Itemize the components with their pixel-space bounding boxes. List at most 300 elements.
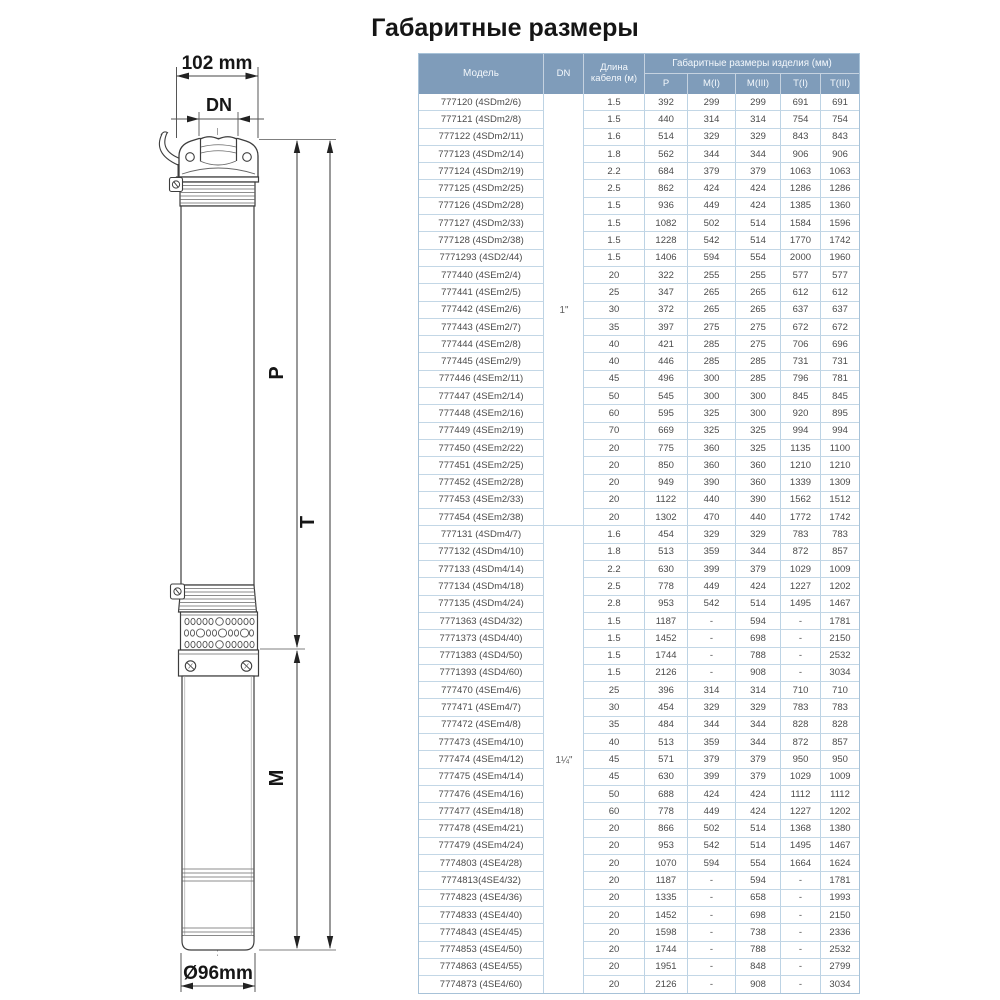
- cell-model: 777473 (4SEm4/10): [419, 734, 544, 751]
- table-rows: [419, 94, 859, 993]
- cell-m1: 360: [688, 457, 736, 474]
- cell-t3: 2150: [821, 630, 859, 647]
- cell-t3: 783: [821, 526, 859, 543]
- table-row: [419, 492, 859, 509]
- cell-cable-length: 45: [584, 371, 645, 388]
- table-row: [419, 94, 859, 111]
- dim-label-p: P: [266, 366, 288, 380]
- cell-t1: 577: [781, 267, 821, 284]
- cell-t1: 783: [781, 699, 821, 716]
- cell-t3: 1742: [821, 232, 859, 249]
- cell-t1: -: [781, 630, 821, 647]
- cell-model: 777447 (4SEm2/14): [419, 388, 544, 405]
- cell-t3: 1063: [821, 163, 859, 180]
- cell-p: 1744: [645, 648, 688, 665]
- cell-m1: 329: [688, 526, 736, 543]
- cell-dn-spacer: [544, 717, 584, 734]
- cell-dn-spacer: [544, 319, 584, 336]
- table-row: [419, 250, 859, 267]
- cell-m3: 265: [736, 302, 781, 319]
- cell-cable-length: 20: [584, 492, 645, 509]
- cell-p: 1122: [645, 492, 688, 509]
- cell-dn-spacer: [544, 492, 584, 509]
- cell-t3: 857: [821, 544, 859, 561]
- cell-dn-spacer: [544, 371, 584, 388]
- cell-t3: 843: [821, 129, 859, 146]
- cell-m1: -: [688, 613, 736, 630]
- cell-t1: 731: [781, 353, 821, 370]
- table-row: [419, 180, 859, 197]
- table-row: [419, 838, 859, 855]
- cell-m3: 738: [736, 924, 781, 941]
- cell-m1: 344: [688, 717, 736, 734]
- table-row: [419, 302, 859, 319]
- cell-dn-spacer: [544, 284, 584, 301]
- cell-t1: 845: [781, 388, 821, 405]
- cell-cable-length: 25: [584, 284, 645, 301]
- cell-m1: 379: [688, 751, 736, 768]
- table-row: [419, 215, 859, 232]
- cell-m1: -: [688, 959, 736, 976]
- cell-p: 1406: [645, 250, 688, 267]
- cell-t3: 2799: [821, 959, 859, 976]
- table-row: [419, 682, 859, 699]
- cell-t1: 691: [781, 94, 821, 111]
- cell-m3: 299: [736, 94, 781, 111]
- cell-t3: 1360: [821, 198, 859, 215]
- cell-m1: -: [688, 872, 736, 889]
- cell-m3: 379: [736, 751, 781, 768]
- cell-dn-spacer: [544, 561, 584, 578]
- cell-model: 777441 (4SEm2/5): [419, 284, 544, 301]
- cell-t1: 872: [781, 734, 821, 751]
- cell-t1: -: [781, 976, 821, 993]
- cell-t1: 783: [781, 526, 821, 543]
- cell-m1: 300: [688, 388, 736, 405]
- cell-m3: 344: [736, 146, 781, 163]
- cell-t3: 2532: [821, 942, 859, 959]
- cell-model: 777449 (4SEm2/19): [419, 423, 544, 440]
- cell-cable-length: 20: [584, 976, 645, 993]
- cell-cable-length: 45: [584, 769, 645, 786]
- cell-cable-length: 1.5: [584, 198, 645, 215]
- cell-t3: 577: [821, 267, 859, 284]
- dn-group-label: 1": [559, 304, 569, 316]
- cell-m3: 788: [736, 942, 781, 959]
- cell-t3: 1210: [821, 457, 859, 474]
- cell-dn-spacer: [544, 267, 584, 284]
- cell-p: 669: [645, 423, 688, 440]
- cell-model: 777122 (4SDm2/11): [419, 129, 544, 146]
- cell-p: 1187: [645, 872, 688, 889]
- cell-m1: 594: [688, 855, 736, 872]
- cell-t3: 1009: [821, 561, 859, 578]
- cell-t3: 1112: [821, 786, 859, 803]
- cell-t3: 1309: [821, 475, 859, 492]
- cell-p: 1228: [645, 232, 688, 249]
- cell-p: 1187: [645, 613, 688, 630]
- cell-dn-spacer: [544, 890, 584, 907]
- page-title: Габаритные размеры: [371, 14, 639, 42]
- table-row: [419, 163, 859, 180]
- pump-drawing: [100, 30, 400, 1000]
- cell-m1: 329: [688, 129, 736, 146]
- table-row: [419, 872, 859, 889]
- cell-t1: 2000: [781, 250, 821, 267]
- cell-cable-length: 20: [584, 855, 645, 872]
- cell-dn-spacer: [544, 457, 584, 474]
- cell-m1: 265: [688, 302, 736, 319]
- cell-m3: 360: [736, 475, 781, 492]
- cell-dn-spacer: [544, 734, 584, 751]
- table-row: [419, 734, 859, 751]
- cell-m1: -: [688, 665, 736, 682]
- cell-p: 1082: [645, 215, 688, 232]
- cell-m3: 440: [736, 509, 781, 526]
- table-row: [419, 509, 859, 526]
- cell-t1: 672: [781, 319, 821, 336]
- table-row: [419, 855, 859, 872]
- cell-cable-length: 20: [584, 959, 645, 976]
- table-row: [419, 751, 859, 768]
- cell-dn-spacer: [544, 803, 584, 820]
- cell-cable-length: 45: [584, 751, 645, 768]
- cell-m1: 299: [688, 94, 736, 111]
- cell-p: 595: [645, 405, 688, 422]
- arrow-left-icon: [238, 116, 250, 123]
- table-row: [419, 769, 859, 786]
- cell-p: 454: [645, 699, 688, 716]
- cell-p: 949: [645, 475, 688, 492]
- cell-dn-spacer: [544, 786, 584, 803]
- col-header-m3: M(III): [736, 74, 781, 94]
- cell-t1: 1385: [781, 198, 821, 215]
- table-row: [419, 578, 859, 595]
- cell-cable-length: 20: [584, 457, 645, 474]
- cell-p: 936: [645, 198, 688, 215]
- cell-t3: 1781: [821, 872, 859, 889]
- table-row: [419, 198, 859, 215]
- cell-cable-length: 20: [584, 509, 645, 526]
- cell-t3: 1742: [821, 509, 859, 526]
- cell-m1: 359: [688, 544, 736, 561]
- table-row: [419, 630, 859, 647]
- cell-model: 777478 (4SEm4/21): [419, 820, 544, 837]
- cell-dn-spacer: [544, 682, 584, 699]
- cell-model: 7774833 (4SE4/40): [419, 907, 544, 924]
- cell-p: 778: [645, 803, 688, 820]
- cell-p: 2126: [645, 976, 688, 993]
- table-row: [419, 561, 859, 578]
- cell-t1: -: [781, 959, 821, 976]
- col-header-dimensions-group: Габаритные размеры изделия (мм): [645, 54, 859, 74]
- cell-t1: 1368: [781, 820, 821, 837]
- cell-t1: -: [781, 942, 821, 959]
- cell-m1: 325: [688, 423, 736, 440]
- cell-t1: 872: [781, 544, 821, 561]
- cell-t3: 1624: [821, 855, 859, 872]
- cell-model: 777445 (4SEm2/9): [419, 353, 544, 370]
- cell-model: 777125 (4SDm2/25): [419, 180, 544, 197]
- table-row: [419, 267, 859, 284]
- cell-m3: 379: [736, 163, 781, 180]
- table-row: [419, 336, 859, 353]
- cell-m3: 514: [736, 820, 781, 837]
- cell-m1: 449: [688, 578, 736, 595]
- dim-m: [294, 650, 300, 949]
- cell-cable-length: 2.5: [584, 578, 645, 595]
- cell-m1: 325: [688, 405, 736, 422]
- cell-p: 1302: [645, 509, 688, 526]
- dn-group-label: 1¼": [555, 754, 573, 766]
- cell-model: 777472 (4SEm4/8): [419, 717, 544, 734]
- table-row: [419, 613, 859, 630]
- dim-label-t: T: [297, 515, 319, 529]
- cell-t1: 1770: [781, 232, 821, 249]
- cell-p: 513: [645, 544, 688, 561]
- cell-m1: 502: [688, 820, 736, 837]
- cell-t3: 2532: [821, 648, 859, 665]
- cell-model: 777477 (4SEm4/18): [419, 803, 544, 820]
- cell-cable-length: 20: [584, 820, 645, 837]
- cell-cable-length: 1.5: [584, 630, 645, 647]
- cell-p: 484: [645, 717, 688, 734]
- cell-t1: 754: [781, 111, 821, 128]
- cell-model: 777124 (4SDm2/19): [419, 163, 544, 180]
- cell-cable-length: 20: [584, 475, 645, 492]
- cell-t3: 691: [821, 94, 859, 111]
- cell-p: 513: [645, 734, 688, 751]
- cell-model: 777443 (4SEm2/7): [419, 319, 544, 336]
- cell-cable-length: 1.5: [584, 94, 645, 111]
- cell-m1: 542: [688, 596, 736, 613]
- cell-t3: 1467: [821, 838, 859, 855]
- cell-model: 7774863 (4SE4/55): [419, 959, 544, 976]
- cell-t3: 906: [821, 146, 859, 163]
- cell-m1: 594: [688, 250, 736, 267]
- cell-cable-length: 2.2: [584, 561, 645, 578]
- cell-m3: 698: [736, 907, 781, 924]
- cell-t1: 1286: [781, 180, 821, 197]
- table-row: [419, 457, 859, 474]
- cell-m3: 424: [736, 803, 781, 820]
- cell-t3: 1993: [821, 890, 859, 907]
- cell-p: 630: [645, 561, 688, 578]
- cell-m3: 314: [736, 111, 781, 128]
- cell-p: 562: [645, 146, 688, 163]
- cell-m3: 285: [736, 353, 781, 370]
- cell-dn-spacer: [544, 163, 584, 180]
- cell-m3: 379: [736, 769, 781, 786]
- cell-m1: 314: [688, 111, 736, 128]
- cell-p: 396: [645, 682, 688, 699]
- cell-model: 777470 (4SEm4/6): [419, 682, 544, 699]
- cell-m3: 329: [736, 526, 781, 543]
- cell-cable-length: 1.6: [584, 129, 645, 146]
- table-row: [419, 146, 859, 163]
- cell-dn-spacer: [544, 129, 584, 146]
- cell-p: 688: [645, 786, 688, 803]
- cell-m1: -: [688, 924, 736, 941]
- cell-m3: 554: [736, 250, 781, 267]
- table-row: [419, 820, 859, 837]
- cell-m1: 300: [688, 371, 736, 388]
- cell-m1: 502: [688, 215, 736, 232]
- cell-m1: 399: [688, 769, 736, 786]
- cell-p: 392: [645, 94, 688, 111]
- table-row: [419, 924, 859, 941]
- cell-cable-length: 40: [584, 353, 645, 370]
- cell-m1: 449: [688, 803, 736, 820]
- cell-t3: 895: [821, 405, 859, 422]
- cell-cable-length: 30: [584, 699, 645, 716]
- cell-t1: 1584: [781, 215, 821, 232]
- col-header-p: P: [645, 74, 688, 94]
- cell-m1: 344: [688, 146, 736, 163]
- cell-t1: 1135: [781, 440, 821, 457]
- cell-cable-length: 20: [584, 907, 645, 924]
- cell-m1: 542: [688, 232, 736, 249]
- cell-m3: 275: [736, 336, 781, 353]
- cell-p: 1951: [645, 959, 688, 976]
- cell-cable-length: 40: [584, 336, 645, 353]
- cell-p: 850: [645, 457, 688, 474]
- cell-p: 1070: [645, 855, 688, 872]
- cell-p: 372: [645, 302, 688, 319]
- cell-cable-length: 20: [584, 872, 645, 889]
- cell-t1: 1495: [781, 596, 821, 613]
- cell-p: 1452: [645, 907, 688, 924]
- cell-m3: 329: [736, 699, 781, 716]
- cell-m3: 300: [736, 388, 781, 405]
- cell-dn-spacer: [544, 820, 584, 837]
- cell-t1: 1029: [781, 769, 821, 786]
- cell-m1: 314: [688, 682, 736, 699]
- cell-m3: 285: [736, 371, 781, 388]
- cell-cable-length: 35: [584, 319, 645, 336]
- cell-t3: 3034: [829, 979, 851, 991]
- table-row: [419, 976, 859, 993]
- cell-model: 7771393 (4SD4/60): [419, 665, 544, 682]
- cell-t1: -: [781, 613, 821, 630]
- cell-t3: 1009: [821, 769, 859, 786]
- cell-dn-spacer: [544, 509, 584, 526]
- cell-model: 777475 (4SEm4/14): [419, 769, 544, 786]
- cell-t1: 1664: [781, 855, 821, 872]
- table-row: [419, 405, 859, 422]
- col-header-t1: T(I): [781, 74, 821, 94]
- cell-t1: 950: [781, 751, 821, 768]
- cell-cable-length: 60: [584, 405, 645, 422]
- cell-dn-spacer: [544, 526, 584, 543]
- cell-model: 777128 (4SDm2/38): [419, 232, 544, 249]
- cell-dn-spacer: [544, 111, 584, 128]
- cell-dn-spacer: [544, 959, 584, 976]
- table-row: [419, 959, 859, 976]
- dim-t: [327, 140, 333, 949]
- cell-model: 777448 (4SEm2/16): [419, 405, 544, 422]
- cell-m1: 390: [688, 475, 736, 492]
- dim-p: [294, 140, 300, 648]
- cell-dn-spacer: [544, 578, 584, 595]
- cell-m3: 424: [736, 180, 781, 197]
- cell-dn-spacer: [544, 353, 584, 370]
- cell-m3: 265: [736, 284, 781, 301]
- cell-t1: 1339: [781, 475, 821, 492]
- cell-model: 777120 (4SDm2/6): [419, 94, 544, 111]
- cell-dn-spacer: [544, 388, 584, 405]
- dim-label-96mm: Ø96mm: [183, 963, 253, 984]
- table-body: [419, 94, 859, 993]
- cell-cable-length: 20: [584, 924, 645, 941]
- cell-dn-spacer: [544, 146, 584, 163]
- table-header: [419, 54, 859, 94]
- cell-p: 630: [645, 769, 688, 786]
- cell-m3: 329: [736, 129, 781, 146]
- cell-m3: 908: [736, 976, 781, 993]
- cell-m3: 788: [736, 648, 781, 665]
- cell-m3: 379: [736, 561, 781, 578]
- cell-cable-length: 20: [584, 890, 645, 907]
- table-row: [419, 423, 859, 440]
- cell-cable-length: 50: [584, 388, 645, 405]
- cell-cable-length: 20: [584, 942, 645, 959]
- table-row: [419, 665, 859, 682]
- cell-m1: -: [688, 907, 736, 924]
- cell-t1: 843: [781, 129, 821, 146]
- cell-t1: 796: [781, 371, 821, 388]
- cell-cable-length: 1.5: [584, 665, 645, 682]
- cell-t1: 1112: [781, 786, 821, 803]
- cell-cable-length: 30: [584, 302, 645, 319]
- cell-t3: 857: [821, 734, 859, 751]
- cell-p: 1598: [645, 924, 688, 941]
- cell-cable-length: 25: [584, 682, 645, 699]
- cell-cable-length: 20: [584, 267, 645, 284]
- cell-p: 496: [645, 371, 688, 388]
- cell-m1: 275: [688, 319, 736, 336]
- cell-t3: 2336: [821, 924, 859, 941]
- cell-p: 778: [645, 578, 688, 595]
- cell-t3: 612: [821, 284, 859, 301]
- cell-m1: 329: [688, 699, 736, 716]
- cell-t3: 1202: [821, 803, 859, 820]
- table-row: [419, 717, 859, 734]
- cell-cable-length: 1.8: [584, 544, 645, 561]
- cell-m1: -: [688, 890, 736, 907]
- cell-t1: -: [781, 890, 821, 907]
- cell-cable-length: 2.8: [584, 596, 645, 613]
- cell-m3: 908: [736, 665, 781, 682]
- arrow-right-icon: [187, 116, 199, 123]
- dimensions-table: [418, 53, 860, 994]
- cell-dn-spacer: [544, 596, 584, 613]
- cell-dn-spacer: [544, 699, 584, 716]
- cell-model: 777474 (4SEm4/12): [419, 751, 544, 768]
- cell-p: 775: [645, 440, 688, 457]
- cell-t1: 1210: [781, 457, 821, 474]
- cell-t3: 1512: [821, 492, 859, 509]
- cell-cable-length: 35: [584, 717, 645, 734]
- cell-cable-length: 40: [584, 734, 645, 751]
- cell-t3: 1380: [821, 820, 859, 837]
- cell-t1: 1063: [781, 163, 821, 180]
- cell-dn-spacer: [544, 440, 584, 457]
- cell-model: 7774803 (4SE4/28): [419, 855, 544, 872]
- cell-model: 777127 (4SDm2/33): [419, 215, 544, 232]
- cell-dn-spacer: [544, 976, 584, 993]
- col-header-t3: T(III): [829, 77, 851, 89]
